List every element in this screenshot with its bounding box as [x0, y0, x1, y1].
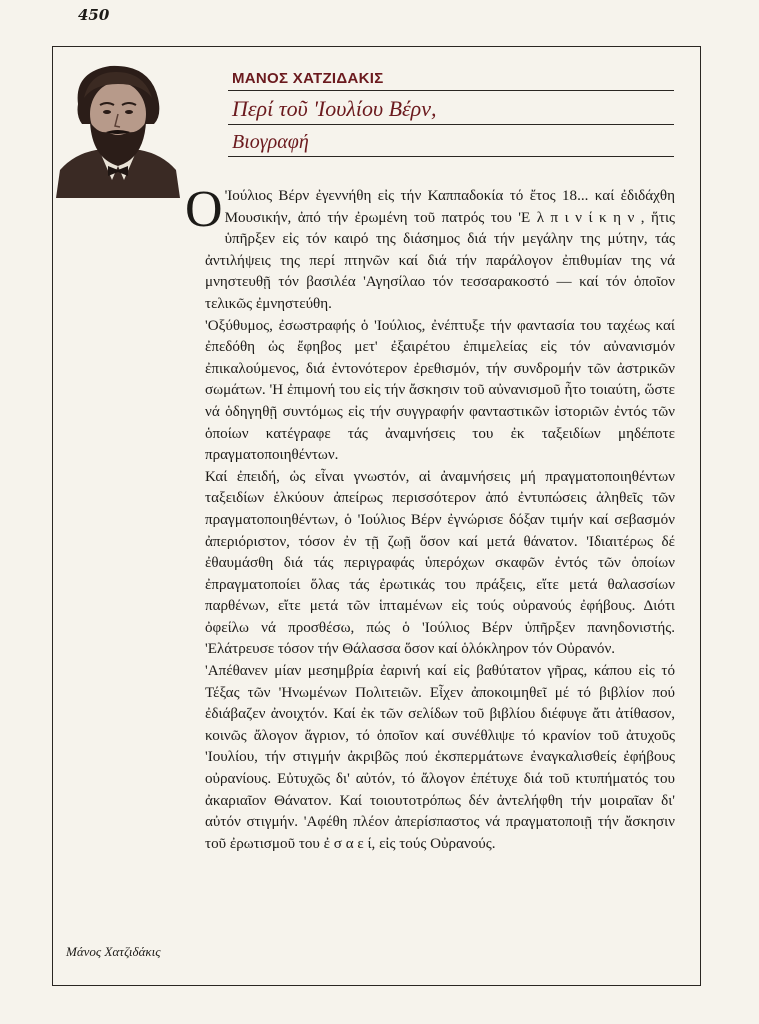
article-header [228, 70, 674, 157]
paragraph-3: Καί ἐπειδή, ὡς εἶναι γνωστόν, αἱ ἀναμνήσεις μή πραγματοποιηθέντων ταξειδίων ἑλκύουν ἀπείρως περισσότερον ἀπό ἐντυπώσεις ἀληθεῖς τῶν πραγματοποιηθέντων, ὁ 'Ιούλιος Βέρν ἐγνώρισε δόξαν τιμήν καί σεβασμόν ἀπεριόριστον, τόσον ἐν τῇ ζωῇ ὅσον καί μετά θάνατον. 'Ιδιαιτέρως δέ ἐθαυμάσθη διά τάς περιγραφάς ὑπερόχων σκαφῶν ἐντός τῶν ὁποίων ἐπραγματοποίει ὅλας τάς ἐρωτικάς του πράξεις, εἴτε μετά θαλασσίων παρθένων, εἴτε μετά τῶν ἱπταμένων εἰς τούς οὐρανούς ἐφήβους. Διότι ὀφείλω νά προσθέσω, πώς ὁ 'Ιούλιος Βέρν ὑπῆρξεν πανηδονιστής. 'Ελάτρευσε τόσον τήν Θάλασσα ὅσον καί ὁλόκληρον τόν Οὐρανόν. [205, 468, 675, 658]
article-subtitle: Βιογραφή [228, 125, 674, 157]
paragraph-1-text: 'Ιούλιος Βέρν ἐγεννήθη εἰς τήν Καππαδοκία τό ἔτος 18... καί ἐδιδάχθη Μουσικήν, ἀπό τήν ἐρωμένη τοῦ πατρός του 'Ε λ π ι ν ί κ η ν , ἥτις ὑπῆρξεν εἰς τόν καιρό της διάσημος διά τήν μεγάλην της μύτην, τάς ἀντιλήψεις της περί πτηνῶν καί διά τήν παράλογον ἐπιθυμίαν της νά μνηστευθῇ τόν βασιλέα 'Αγησίλαο τόν τεσσαρακοστό — καί τόν ὁποῖον τελικῶς ἐμνηστεύθη. [205, 188, 675, 312]
page-number: 450 [78, 6, 110, 24]
jules-verne-portrait [54, 58, 182, 198]
drop-cap: Ο [185, 181, 223, 238]
paragraph-4: 'Απέθανεν μίαν μεσημβρία ἐαρινή καί εἰς βαθύτατον γῆρας, κάπου εἰς τό Τέξας τῶν 'Ηνωμένων Πολιτειῶν. Εἶχεν ἀποκοιμηθεῖ μέ τό βιβλίον πού ἐδιάβαζεν ἀνοιχτόν. Καί ἐκ τῶν σελίδων τοῦ βιβλίου διέφυγε ἄτι ἀτίθασον, κοινῶς ἄλογον ἄγριον, τό ὁποῖον καί συνέθλιψε τό κρανίον τοῦ ἀτυχοῦς 'Ιουλίου, τήν στιγμήν ἀκριβῶς πού ἐκσπερμάτωνε ἐναγκαλισθείς ἐφήβους οὐρανίους. Εὐτυχῶς δι' αὐτόν, τό ἄλογον ἐπέτυχε διά τοῦ κτυπήματός του ἀκαριαῖον Θάνατον. Καί τοιουτοτρόπως δέν ἀντελήφθη τήν μοιραῖαν δι' αὐτόν στιγμήν. 'Αφέθη πλέον ἀπερίσπαστος νά πραγματοποιῇ τήν ἄσκησιν τοῦ ἐρωτισμοῦ του ἐ σ α ε ί, εἰς τούς Οὐρανούς. [205, 663, 675, 852]
article-title: Περί τοῦ 'Ιουλίου Βέρν, [228, 91, 674, 125]
author-heading: ΜΑΝΟΣ ΧΑΤΖΙΔΑΚΙΣ [228, 70, 674, 91]
paragraph-1 [185, 181, 675, 316]
paragraph-2: 'Οξύθυμος, ἐσωστραφής ὁ 'Ιούλιος, ἐνέπτυξε τήν φαντασία του ταχέως καί ἐπεδόθη ὡς ἔφηβος μετ' ἐξαιρέτου ἐπιμελείας εἰς τόν αὐνανισμόν ἐπικαλούμενος, διά ἐντονότερον ἐρεθισμόν, τήν συνδρομήν τῶν ἀστρικῶν σωμάτων. 'Η ἐπιμονή του εἰς τήν ἄσκησιν τοῦ αὐνανισμοῦ ἦτο τοιαύτη, ὥστε νά ὁδηγηθῇ συντόμως εἰς τήν συγγραφήν φανταστικῶν ἱστοριῶν ἐντός τῶν ὁποίων κατέγραφε τάς ἀναμνήσεις του ἐκ ταξειδίων μηδέποτε πραγματοποιηθέντων. [205, 317, 675, 464]
author-caption: Μάνος Χατζιδάκις [66, 944, 161, 959]
article-body [185, 181, 675, 855]
